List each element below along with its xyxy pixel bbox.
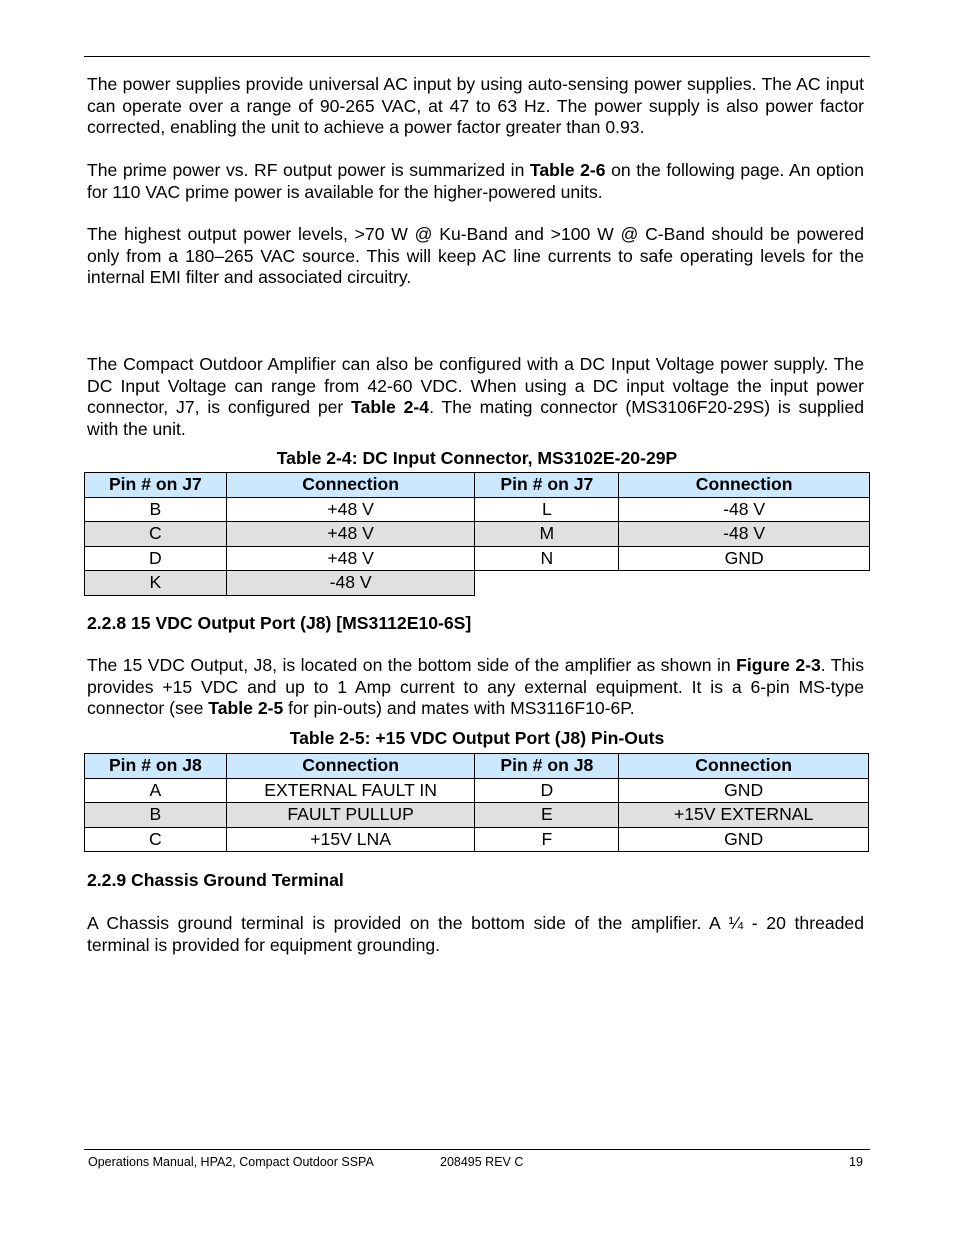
table-row <box>85 571 870 596</box>
figure-reference: Figure 2-3 <box>736 655 821 675</box>
table-cell: C <box>85 827 227 852</box>
footer-document-title: Operations Manual, HPA2, Compact Outdoor SSPA <box>88 1155 374 1169</box>
table-cell: N <box>475 546 619 571</box>
footer-revision: 208495 REV C <box>440 1155 524 1169</box>
table-cell: +48 V <box>226 546 475 571</box>
table-cell: +48 V <box>226 522 475 547</box>
table-row <box>85 546 870 571</box>
table-cell: F <box>475 827 619 852</box>
table-2-5-caption: Table 2-5: +15 VDC Output Port (J8) Pin-Outs <box>289 728 665 748</box>
footer-page-number: 19 <box>849 1155 863 1169</box>
table-cell: C <box>85 522 227 547</box>
table-cell: -48 V <box>619 497 870 522</box>
table-cell: K <box>85 571 227 596</box>
table-cell: GND <box>619 827 869 852</box>
section-heading-2-2-9: 2.2.9 Chassis Ground Terminal <box>87 870 344 890</box>
text: for pin-outs) and mates with MS3116F10-6P. <box>283 698 635 718</box>
table-cell: +15V EXTERNAL <box>619 803 869 828</box>
empty-cell <box>475 571 619 596</box>
column-header: Pin # on J7 <box>475 473 619 498</box>
paragraph-chassis-ground: A Chassis ground terminal is provided on the bottom side of the amplifier. A ¼ - 20 threaded terminal is provided for equipment grounding. <box>87 913 864 955</box>
table-cell: B <box>85 497 227 522</box>
table-cell: -48 V <box>226 571 475 596</box>
text: . This provides +15 VDC and up to 1 Amp current to any external equipment. It is a 6-pin MS-type connector (see <box>87 655 865 718</box>
column-header: Pin # on J8 <box>85 754 227 779</box>
table-cell: +48 V <box>226 497 475 522</box>
column-header: Connection <box>619 754 869 779</box>
table-2-4-caption: Table 2-4: DC Input Connector, MS3102E-20-29P <box>276 448 678 468</box>
text: on the following page. An option for 110 VAC prime power is available for the higher-powered units. <box>87 160 865 202</box>
paragraph-ac-input: The power supplies provide universal AC input by using auto-sensing power supplies. The AC input can operate over a range of 90-265 VAC, at 47 to 63 Hz. The power supply is also power factor corrected, enabling the unit to achieve a power factor greater than 0.93. <box>87 74 864 137</box>
table-cell: +15V LNA <box>226 827 475 852</box>
table-reference: Table 2-4 <box>351 397 430 417</box>
output-port-pinout-table <box>84 753 869 852</box>
footer-rule <box>84 1149 870 1150</box>
header-rule <box>84 56 870 57</box>
table-row <box>85 827 869 852</box>
table-cell: B <box>85 803 227 828</box>
table-row <box>85 522 870 547</box>
table-row <box>85 497 870 522</box>
text: The 15 VDC Output, J8, is located on the bottom side of the amplifier as shown in <box>87 655 737 675</box>
paragraph-prime-power <box>87 160 864 203</box>
column-header: Connection <box>226 754 475 779</box>
table-reference: Table 2-5 <box>208 698 284 718</box>
section-heading-2-2-8: 2.2.8 15 VDC Output Port (J8) [MS3112E10-6S] <box>87 613 472 633</box>
table-cell: GND <box>619 778 869 803</box>
column-header: Connection <box>226 473 475 498</box>
paragraph-15vdc-output <box>87 655 864 720</box>
table-cell: L <box>475 497 619 522</box>
column-header: Pin # on J8 <box>475 754 619 779</box>
table-cell: D <box>475 778 619 803</box>
paragraph-output-levels: The highest output power levels, >70 W @ Ku-Band and >100 W @ C-Band should be powered only from a 180–265 VAC source. This will keep AC line currents to safe operating levels for the internal EMI filter and associated circuitry. <box>87 224 864 287</box>
table-reference: Table 2-6 <box>529 160 606 180</box>
table-cell: FAULT PULLUP <box>226 803 475 828</box>
paragraph-dc-input <box>87 354 864 440</box>
empty-cell <box>619 571 870 596</box>
table-cell: -48 V <box>619 522 870 547</box>
table-cell: E <box>475 803 619 828</box>
table-cell: A <box>85 778 227 803</box>
table-cell: GND <box>619 546 870 571</box>
table-cell: D <box>85 546 227 571</box>
table-header-row <box>85 754 869 779</box>
text: The prime power vs. RF output power is summarized in <box>87 160 530 180</box>
table-row <box>85 778 869 803</box>
text: The Compact Outdoor Amplifier can also be configured with a DC Input Voltage power supply. The DC Input Voltage can range from 42-60 VDC. When using a DC input voltage the input power connector, J7, is configured per <box>87 354 864 417</box>
dc-input-connector-table <box>84 472 870 596</box>
table-row <box>85 803 869 828</box>
table-header-row <box>85 473 870 498</box>
table-cell: EXTERNAL FAULT IN <box>226 778 475 803</box>
column-header: Pin # on J7 <box>85 473 227 498</box>
column-header: Connection <box>619 473 870 498</box>
text: . The mating connector (MS3106F20-29S) is supplied with the unit. <box>87 397 865 439</box>
table-cell: M <box>475 522 619 547</box>
